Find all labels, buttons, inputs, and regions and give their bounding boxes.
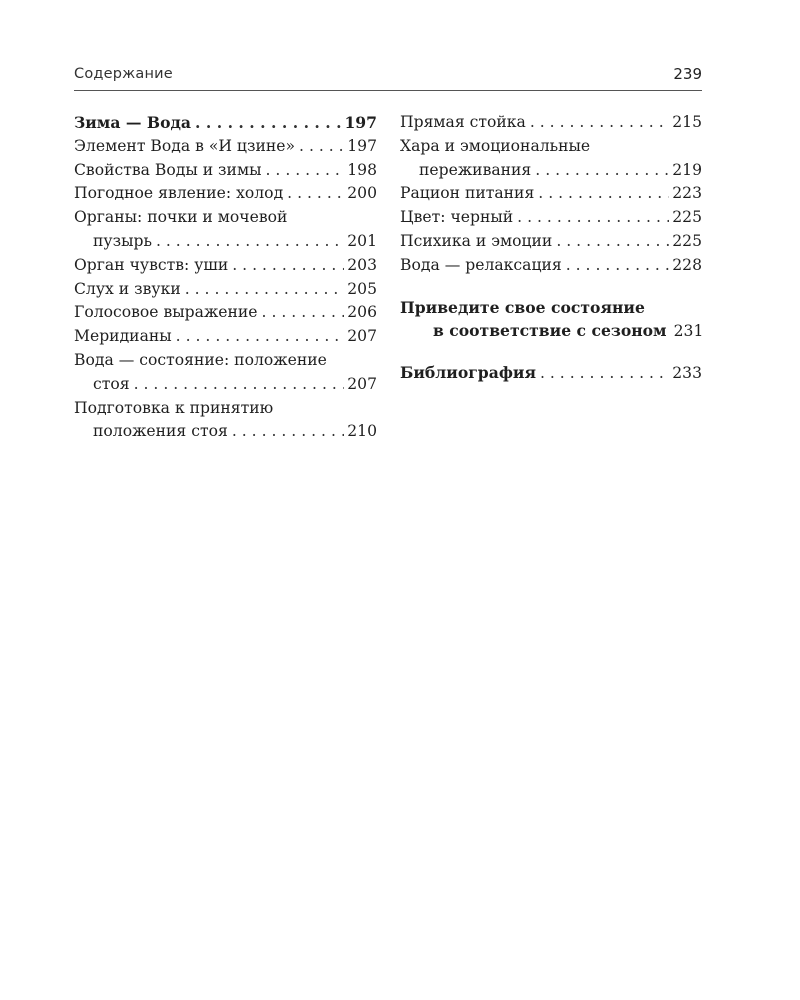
running-header bbox=[74, 62, 702, 91]
toc-entry[interactable] bbox=[400, 206, 702, 230]
toc-entry-title: Погодное явление: холод bbox=[74, 184, 284, 203]
toc-entry-title: Подготовка к принятию bbox=[74, 398, 274, 417]
toc-entry[interactable] bbox=[400, 254, 702, 278]
dot-leader bbox=[232, 420, 344, 444]
toc-entry[interactable] bbox=[400, 361, 702, 385]
dot-leader bbox=[134, 373, 345, 397]
toc-entry-title: Психика и эмоции bbox=[400, 231, 553, 250]
toc-entry-page: 197 bbox=[347, 136, 377, 155]
toc-entry[interactable] bbox=[74, 254, 377, 278]
dot-leader bbox=[195, 111, 341, 135]
toc-entry[interactable] bbox=[400, 111, 702, 135]
toc-column-left bbox=[74, 111, 377, 444]
dot-leader bbox=[538, 182, 669, 206]
toc-entry-title-continuation: переживания bbox=[419, 160, 532, 179]
toc-entry-title: Свойства Воды и зимы bbox=[74, 160, 262, 179]
dot-leader bbox=[262, 301, 345, 325]
toc-entry-page: 210 bbox=[347, 422, 377, 441]
toc-entry-title-continuation: положения стоя bbox=[93, 422, 228, 441]
toc-entry-title: Рацион питания bbox=[400, 184, 535, 203]
dot-leader bbox=[535, 159, 669, 183]
dot-leader bbox=[556, 230, 669, 254]
toc-entry-page: 225 bbox=[672, 208, 702, 227]
dot-leader bbox=[156, 230, 344, 254]
dot-leader bbox=[299, 135, 344, 159]
toc-entry-title-continuation: в соответствие с сезоном bbox=[433, 321, 667, 341]
dot-leader bbox=[287, 182, 344, 206]
toc-entry-page: 228 bbox=[672, 255, 702, 274]
toc-entry[interactable] bbox=[400, 230, 702, 254]
toc-entry[interactable] bbox=[74, 325, 377, 349]
page-number: 239 bbox=[673, 65, 702, 83]
toc-entry-title: Вода — состояние: положение bbox=[74, 350, 327, 369]
toc-entry-page: 225 bbox=[672, 231, 702, 250]
dot-leader bbox=[540, 362, 669, 386]
toc-entry-title: Меридианы bbox=[74, 327, 172, 346]
toc-entry-title: Прямая стойка bbox=[400, 113, 526, 131]
toc-entry-title-continuation: пузырь bbox=[93, 231, 152, 250]
toc-entry[interactable] bbox=[400, 135, 702, 183]
toc-entry-page: 197 bbox=[344, 113, 377, 132]
toc-entry-title: Орган чувств: уши bbox=[74, 255, 229, 274]
dot-leader bbox=[232, 254, 344, 278]
toc-column-right bbox=[400, 111, 702, 385]
toc-entry-page: 198 bbox=[347, 160, 377, 179]
toc-entry-title: Библиография bbox=[400, 363, 536, 383]
toc-entry[interactable] bbox=[400, 182, 702, 206]
toc-entry-page: 215 bbox=[672, 113, 702, 131]
toc-entry-page: 205 bbox=[347, 279, 377, 298]
toc-entry[interactable] bbox=[400, 296, 702, 344]
section-gap bbox=[400, 343, 702, 361]
dot-leader bbox=[266, 159, 345, 183]
toc-entry[interactable] bbox=[74, 397, 377, 445]
toc-entry[interactable] bbox=[74, 278, 377, 302]
running-header-title: Содержание bbox=[74, 66, 173, 82]
toc-entry-page: 207 bbox=[347, 374, 377, 393]
toc-entry-page: 201 bbox=[347, 231, 377, 250]
toc-entry-page: 203 bbox=[347, 255, 377, 274]
toc-entry[interactable] bbox=[74, 135, 377, 159]
toc-entry-page: 231 bbox=[673, 322, 704, 341]
toc-entry[interactable] bbox=[74, 206, 377, 254]
dot-leader bbox=[185, 278, 345, 302]
toc-entry-title: Органы: почки и мочевой bbox=[74, 208, 288, 227]
toc-entry-page: 200 bbox=[347, 184, 377, 203]
dot-leader bbox=[176, 325, 345, 349]
toc-entry-page: 207 bbox=[347, 327, 377, 346]
toc-entry-title-continuation: стоя bbox=[93, 374, 130, 393]
toc-entry-title: Приведите свое состояние bbox=[400, 297, 645, 317]
toc-entry[interactable] bbox=[74, 301, 377, 325]
toc-entry-page: 223 bbox=[672, 184, 702, 203]
dot-leader bbox=[517, 206, 669, 230]
toc-entry-title: Слух и звуки bbox=[74, 279, 181, 298]
toc-entry-page: 233 bbox=[672, 364, 702, 383]
toc-entry-title: Вода — релаксация bbox=[400, 255, 562, 274]
toc-entry-page: 206 bbox=[347, 303, 377, 322]
toc-entry-title: Зима — Вода bbox=[74, 113, 191, 132]
dot-leader bbox=[530, 111, 669, 135]
section-gap bbox=[400, 278, 702, 296]
dot-leader bbox=[566, 254, 670, 278]
toc-entry-title: Хара и эмоциональные bbox=[400, 136, 591, 155]
toc-entry-page: 219 bbox=[672, 160, 702, 179]
toc-entry[interactable] bbox=[74, 159, 377, 183]
toc-entry-title: Цвет: черный bbox=[400, 208, 514, 227]
toc-entry-title: Элемент Вода в «И цзине» bbox=[74, 136, 296, 155]
toc-entry[interactable] bbox=[74, 182, 377, 206]
toc-entry[interactable] bbox=[74, 111, 377, 135]
toc-entry-title: Голосовое выражение bbox=[74, 303, 258, 322]
toc-entry[interactable] bbox=[74, 349, 377, 397]
